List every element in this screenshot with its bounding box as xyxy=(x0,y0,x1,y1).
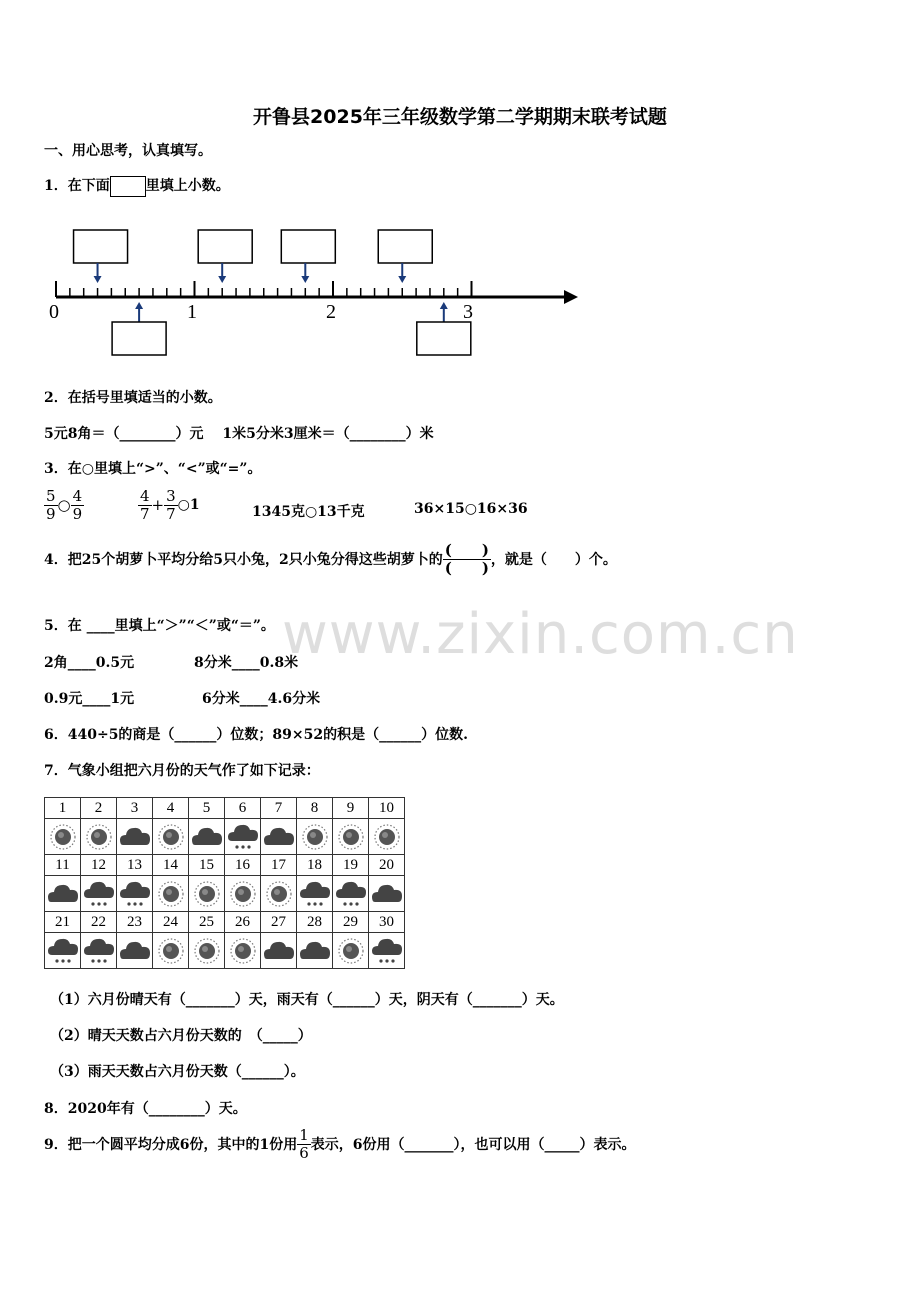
sunny-icon xyxy=(155,936,187,966)
weather-cell xyxy=(189,876,225,912)
day-number: 25 xyxy=(189,912,225,933)
cloudy-icon xyxy=(119,936,151,966)
fraction: $\frac{1}{6}$ xyxy=(299,1126,309,1162)
arrow-down-head xyxy=(398,276,406,283)
q5-row1-a: 2角____0.5元 xyxy=(44,655,135,671)
question-7: 7．气象小组把六月份的天气作了如下记录： xyxy=(44,763,320,779)
weather-day-row xyxy=(45,798,405,819)
cloudy-icon xyxy=(47,879,79,909)
sunny-icon xyxy=(191,879,223,909)
day-number: 17 xyxy=(261,855,297,876)
fraction: $\frac{3}{7}$ xyxy=(166,487,176,523)
axis-label-0: 0 xyxy=(49,301,59,323)
axis-label-3: 3 xyxy=(463,301,473,323)
cloudy-icon xyxy=(299,936,331,966)
q3-item-3: 1345克○13千克 xyxy=(252,504,365,520)
weather-cell xyxy=(117,819,153,855)
rain-icon xyxy=(83,879,115,909)
day-number: 2 xyxy=(81,798,117,819)
question-3: 3．在○里填上“>”、“<”或“=”。 xyxy=(44,461,262,477)
day-number: 20 xyxy=(369,855,405,876)
weather-cell xyxy=(189,933,225,969)
weather-cell xyxy=(225,933,261,969)
day-number: 13 xyxy=(117,855,153,876)
sunny-icon xyxy=(83,822,115,852)
axis-arrowhead xyxy=(564,290,578,304)
page-title: 开鲁县2025年三年级数学第二学期期末联考试题 xyxy=(253,106,667,128)
sunny-icon xyxy=(227,879,259,909)
sunny-icon xyxy=(371,822,403,852)
section-heading: 一、用心思考，认真填写。 xyxy=(44,143,212,159)
arrow-down-head xyxy=(218,276,226,283)
day-number: 29 xyxy=(333,912,369,933)
rain-icon xyxy=(83,936,115,966)
sunny-icon xyxy=(263,879,295,909)
day-number: 16 xyxy=(225,855,261,876)
sunny-icon xyxy=(155,822,187,852)
question-7-sub-1: （1）六月份晴天有（_______）天，雨天有（______）天，阴天有（_______）天。 xyxy=(50,992,564,1008)
day-number: 5 xyxy=(189,798,225,819)
day-number: 24 xyxy=(153,912,189,933)
sunny-icon xyxy=(227,936,259,966)
weather-cell xyxy=(261,876,297,912)
q5-row2-b: 6分米____4.6分米 xyxy=(202,691,321,707)
sunny-icon xyxy=(299,822,331,852)
day-number: 3 xyxy=(117,798,153,819)
weather-cell xyxy=(117,876,153,912)
question-5: 5．在 ____里填上“＞”“＜”或“＝”。 xyxy=(44,618,275,634)
weather-cell xyxy=(225,876,261,912)
arrow-down-head xyxy=(301,276,309,283)
q3-item-4: 36×15○16×36 xyxy=(414,501,528,517)
sunny-icon xyxy=(191,936,223,966)
weather-cell xyxy=(333,876,369,912)
day-number: 9 xyxy=(333,798,369,819)
arrow-up-head xyxy=(135,302,143,309)
question-8: 8．2020年有（________）天。 xyxy=(44,1101,247,1117)
day-number: 19 xyxy=(333,855,369,876)
rain-icon xyxy=(335,879,367,909)
day-number: 11 xyxy=(45,855,81,876)
weather-cell xyxy=(81,876,117,912)
day-number: 18 xyxy=(297,855,333,876)
day-number: 15 xyxy=(189,855,225,876)
arrow-down-head xyxy=(94,276,102,283)
day-number: 1 xyxy=(45,798,81,819)
weather-cell xyxy=(45,819,81,855)
fraction: $\frac{4}{9}$ xyxy=(72,487,83,523)
weather-day-row xyxy=(45,855,405,876)
question-7-sub-3: （3）雨天天数占六月份天数（______）。 xyxy=(50,1064,305,1080)
fraction: $\frac{5}{9}$ xyxy=(46,487,56,523)
cloudy-icon xyxy=(263,822,295,852)
number-line-figure xyxy=(44,222,584,362)
weather-day-row xyxy=(45,912,405,933)
cloudy-icon xyxy=(191,822,223,852)
rain-icon xyxy=(299,879,331,909)
sunny-icon xyxy=(155,879,187,909)
q5-row2-a: 0.9元____1元 xyxy=(44,691,135,707)
day-number: 4 xyxy=(153,798,189,819)
weather-icon-row xyxy=(45,819,405,855)
weather-cell xyxy=(81,819,117,855)
answer-box-bottom xyxy=(417,322,471,355)
axis-label-1: 1 xyxy=(187,301,197,323)
day-number: 22 xyxy=(81,912,117,933)
question-1: 1．在下面 里填上小数。 xyxy=(44,175,230,197)
weather-icon-row xyxy=(45,876,405,912)
day-number: 21 xyxy=(45,912,81,933)
weather-cell xyxy=(153,819,189,855)
day-number: 7 xyxy=(261,798,297,819)
day-number: 30 xyxy=(369,912,405,933)
rain-icon xyxy=(227,822,259,852)
watermark: www.zixin.com.cn xyxy=(282,602,799,667)
rain-icon xyxy=(371,936,403,966)
weather-cell xyxy=(369,933,405,969)
day-number: 14 xyxy=(153,855,189,876)
weather-cell xyxy=(369,819,405,855)
axis-label-2: 2 xyxy=(326,301,336,323)
weather-cell xyxy=(225,819,261,855)
question-2: 2．在括号里填适当的小数。 xyxy=(44,390,222,406)
fraction: $\frac{4}{7}$ xyxy=(140,487,150,523)
weather-cell xyxy=(45,933,81,969)
day-number: 8 xyxy=(297,798,333,819)
day-number: 26 xyxy=(225,912,261,933)
weather-cell xyxy=(297,876,333,912)
rain-icon xyxy=(47,936,79,966)
day-number: 12 xyxy=(81,855,117,876)
q5-row1-b: 8分米____0.8米 xyxy=(194,655,299,671)
cloudy-icon xyxy=(371,879,403,909)
q3-item-1: $\frac{5}{9}$ ○ $\frac{4}{9}$ xyxy=(46,487,83,523)
cloudy-icon xyxy=(119,822,151,852)
answer-box-top xyxy=(281,230,335,263)
question-4: 4．把25个胡萝卜平均分给5只小兔，2只小兔分得这些胡萝卜的 $\frac{( )}{( )}$ ，就是（ ）个。 xyxy=(44,541,617,577)
answer-box-top xyxy=(378,230,432,263)
answer-box-top xyxy=(74,230,128,263)
weather-cell xyxy=(261,819,297,855)
day-number: 10 xyxy=(369,798,405,819)
number-line xyxy=(56,230,578,355)
weather-cell xyxy=(153,876,189,912)
day-number: 27 xyxy=(261,912,297,933)
question-9: 9．把一个圆平均分成6份，其中的1份用 $\frac{1}{6}$ 表示，6份用（_______），也可以用（_____）表示。 xyxy=(44,1126,636,1162)
weather-cell xyxy=(117,933,153,969)
weather-cell xyxy=(369,876,405,912)
q3-item-2: $\frac{4}{7}$ + $\frac{3}{7}$ ○1 xyxy=(140,487,200,523)
answer-box-bottom xyxy=(112,322,166,355)
sunny-icon xyxy=(335,822,367,852)
weather-cell xyxy=(45,876,81,912)
sunny-icon xyxy=(335,936,367,966)
rain-icon xyxy=(119,879,151,909)
question-6: 6．440÷5的商是（______）位数；89×52的积是（______）位数. xyxy=(44,727,469,743)
arrow-up-head xyxy=(440,302,448,309)
weather-icon-row xyxy=(45,933,405,969)
weather-cell xyxy=(333,933,369,969)
weather-cell xyxy=(333,819,369,855)
question-2-line: 5元8角＝（________）元 1米5分米3厘米＝（________）米 xyxy=(44,426,434,442)
weather-cell xyxy=(261,933,297,969)
weather-cell xyxy=(297,933,333,969)
fraction-blank: $\frac{( )}{( )}$ xyxy=(444,541,489,577)
weather-cell xyxy=(81,933,117,969)
weather-cell xyxy=(153,933,189,969)
day-number: 28 xyxy=(297,912,333,933)
weather-cell xyxy=(297,819,333,855)
cloudy-icon xyxy=(263,936,295,966)
question-7-sub-2: （2）晴天天数占六月份天数的 （_____） xyxy=(50,1028,312,1044)
sunny-icon xyxy=(47,822,79,852)
weather-cell xyxy=(189,819,225,855)
answer-box-top xyxy=(198,230,252,263)
day-number: 23 xyxy=(117,912,153,933)
blank-box-sample xyxy=(110,176,146,197)
day-number: 6 xyxy=(225,798,261,819)
weather-table xyxy=(44,797,405,969)
